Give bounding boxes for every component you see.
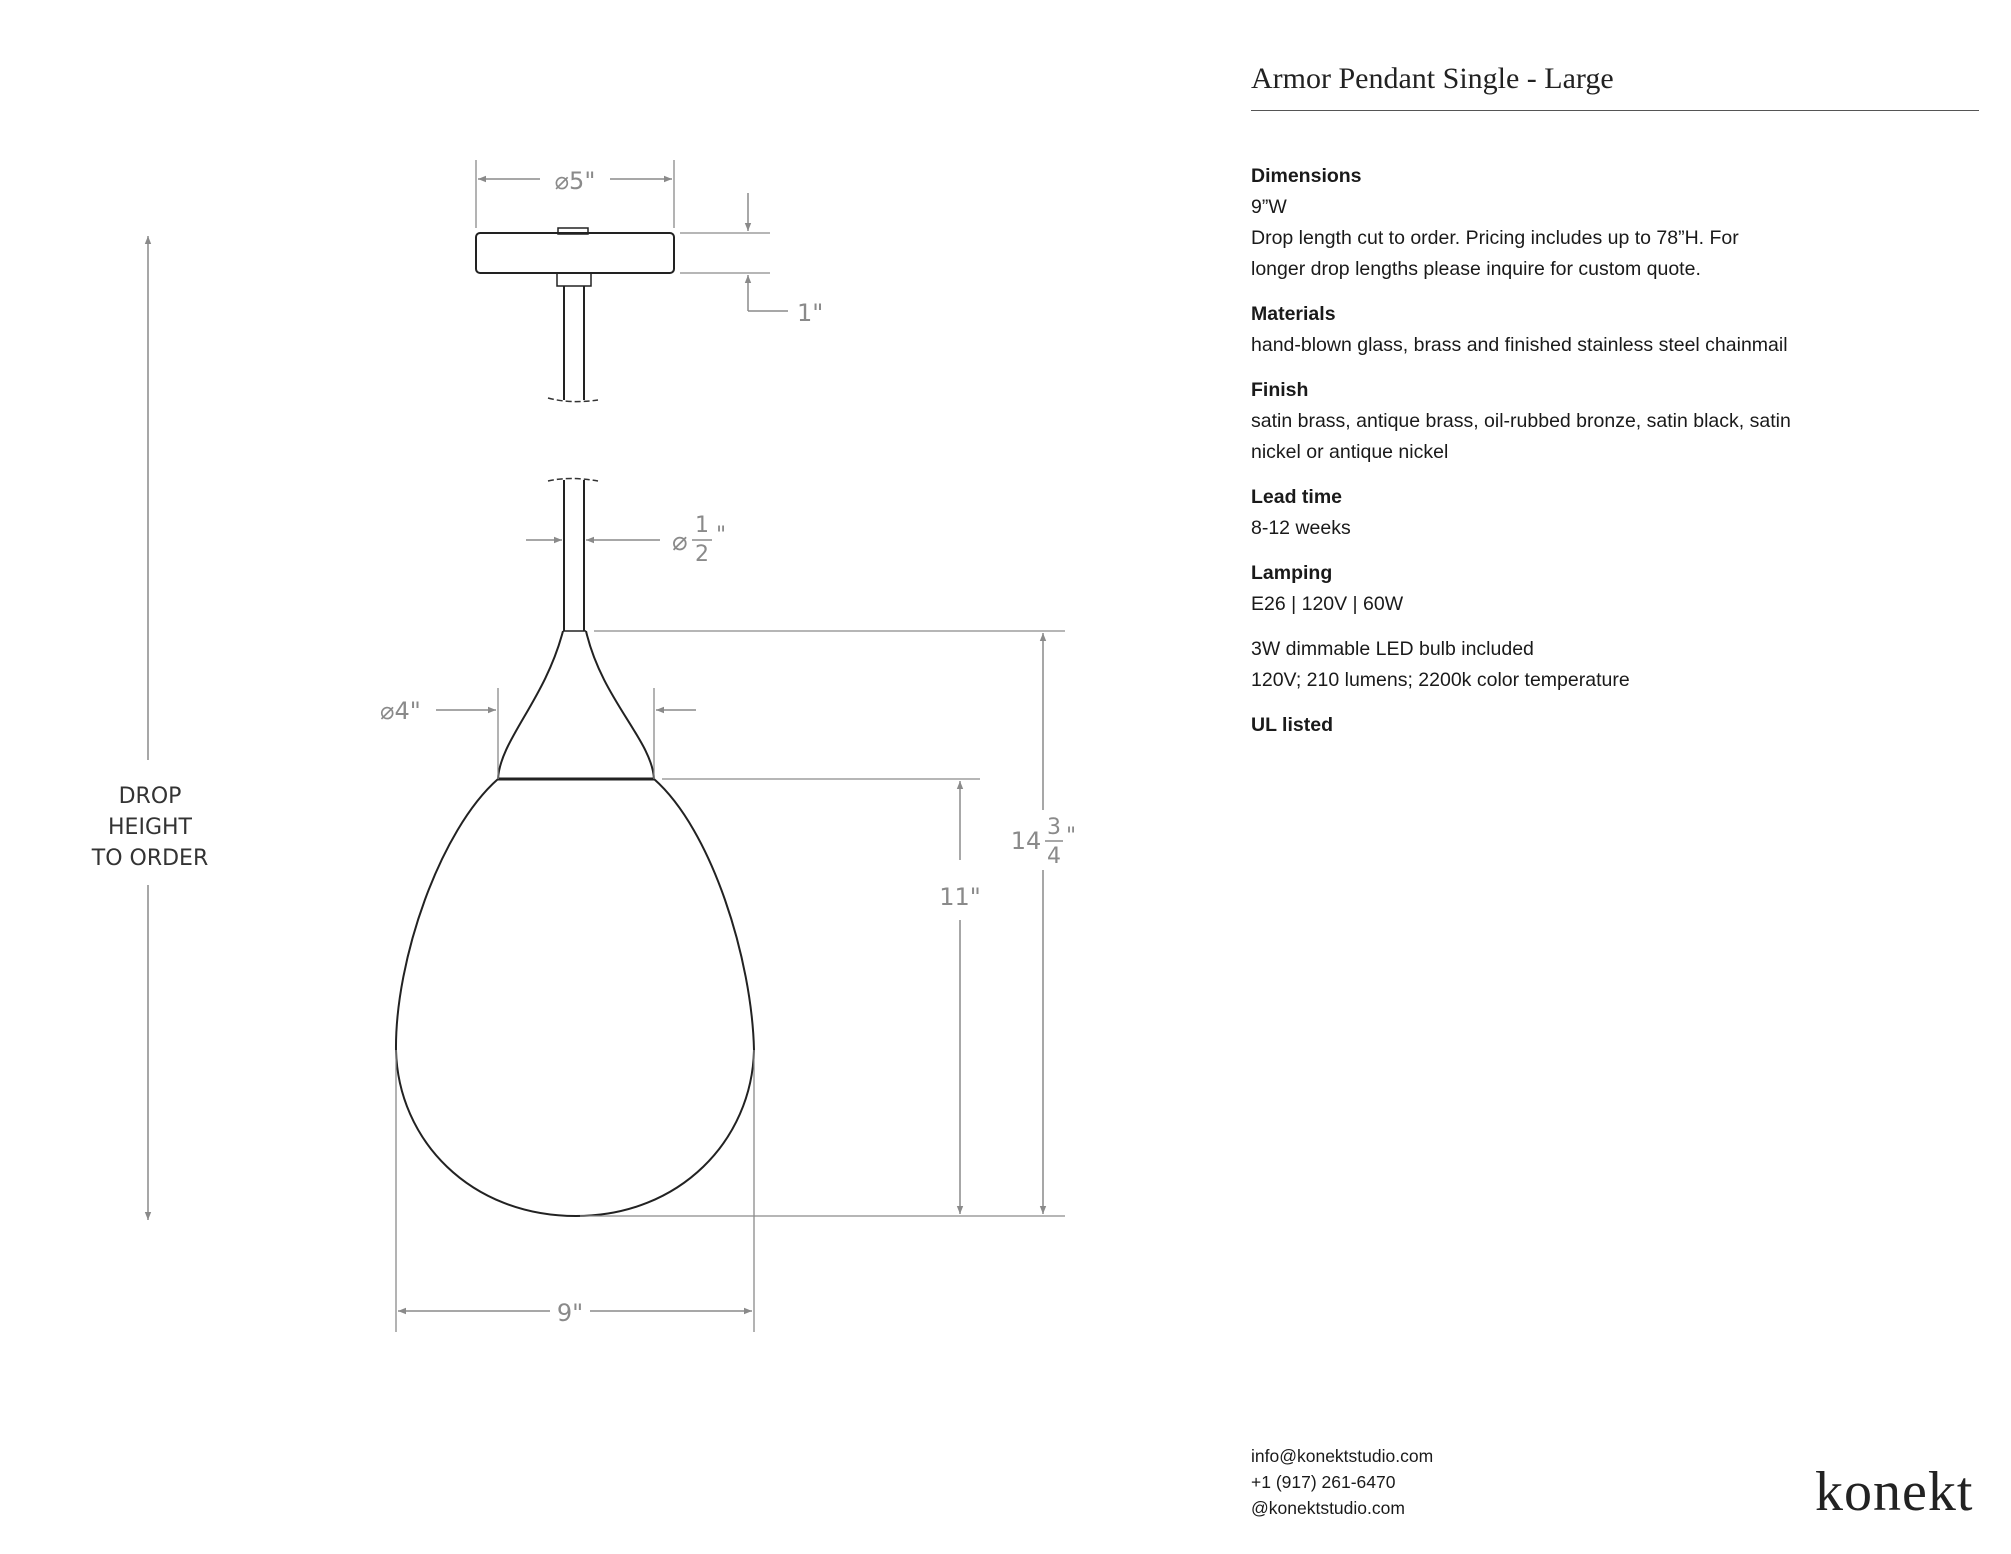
canopy (476, 228, 674, 402)
canopy-height-dimension (680, 193, 823, 327)
rod (548, 479, 598, 632)
rod-diameter-dimension (526, 513, 726, 567)
width-label: 9" (556, 1299, 584, 1327)
rod-diameter-denominator: 2 (695, 542, 709, 567)
lamping-section (1251, 558, 1979, 620)
contact-handle[interactable]: @konektstudio.com (1251, 1498, 1405, 1518)
rod-diameter-numerator: 1 (695, 513, 709, 538)
total-height-whole: 14 (1010, 827, 1042, 855)
bulb-value: 3W dimmable LED bulb included (1251, 638, 1534, 660)
bulb-section (1251, 634, 1979, 696)
drop-label-line1: DROP (118, 784, 182, 809)
glass-height-label: 11" (939, 883, 981, 911)
total-height-denominator: 4 (1047, 844, 1061, 869)
spec-sections (1251, 161, 1979, 741)
dimensions-note: Drop length cut to order. Pricing includes up to 78”H. For (1251, 227, 1739, 249)
width-dimension (396, 1050, 754, 1332)
dimensions-label: Dimensions (1251, 165, 1362, 187)
product-title: Armor Pendant Single - Large (1251, 62, 1979, 111)
contact-email[interactable]: info@konektstudio.com (1251, 1446, 1434, 1466)
rod-diameter-unit: " (716, 523, 727, 548)
ul-section (1251, 710, 1979, 741)
contact-phone[interactable]: +1 (917) 261-6470 (1251, 1472, 1396, 1492)
brand-logo: konekt (1815, 1461, 1974, 1523)
neck-diameter-dimension (380, 688, 696, 779)
materials-section (1251, 299, 1979, 361)
lamping-value: E26 | 120V | 60W (1251, 593, 1404, 615)
ul-listed-label: UL listed (1251, 714, 1333, 736)
lead-time-section (1251, 482, 1979, 544)
drop-height-dimension (91, 236, 208, 1220)
lead-time-label: Lead time (1251, 486, 1343, 508)
drop-label-line3: TO ORDER (91, 846, 209, 871)
dimensions-value: 9”W (1251, 196, 1287, 218)
total-height-dimension (594, 631, 1076, 1214)
drop-label-line2: HEIGHT (108, 815, 192, 840)
contact-info (1251, 1443, 1433, 1521)
canopy-height-label: 1" (797, 299, 824, 327)
canopy-diameter-label: ⌀5" (554, 167, 596, 195)
dimensions-note-cont: longer drop lengths please inquire for custom quote. (1251, 258, 1701, 280)
total-height-numerator: 3 (1047, 815, 1061, 840)
pendant-shade (396, 631, 754, 1216)
canopy-diameter-dimension (476, 160, 674, 228)
materials-value: hand-blown glass, brass and finished stainless steel chainmail (1251, 334, 1788, 356)
materials-label: Materials (1251, 303, 1336, 325)
lamping-label: Lamping (1251, 562, 1333, 584)
finish-section (1251, 375, 1979, 468)
bulb-details: 120V; 210 lumens; 2200k color temperature (1251, 669, 1630, 691)
finish-label: Finish (1251, 379, 1309, 401)
rod-diameter-symbol: ⌀ (672, 527, 688, 557)
spec-sheet (1251, 62, 1979, 755)
neck-diameter-label: ⌀4" (380, 697, 421, 725)
finish-value: satin brass, antique brass, oil-rubbed bronze, satin black, satin (1251, 410, 1791, 432)
dimensions-section (1251, 161, 1979, 285)
finish-value-cont: nickel or antique nickel (1251, 441, 1449, 463)
lead-time-value: 8-12 weeks (1251, 517, 1351, 539)
glass-height-dimension (580, 779, 1065, 1216)
total-height-unit: " (1066, 824, 1077, 849)
